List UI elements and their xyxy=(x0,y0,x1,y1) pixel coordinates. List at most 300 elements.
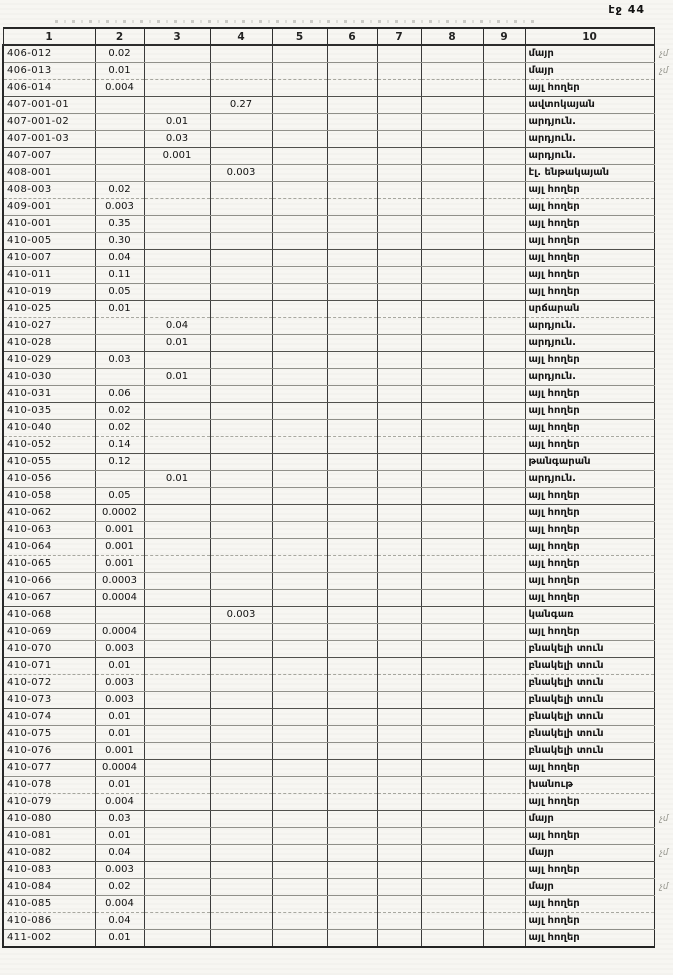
value-cell xyxy=(483,879,525,896)
table-row xyxy=(3,624,672,641)
value-cell xyxy=(377,590,421,607)
handwritten-margin-mark xyxy=(654,80,672,97)
land-use-cell: մայր xyxy=(525,811,654,828)
parcel-code-cell: 410-080 xyxy=(3,811,95,828)
value-cell xyxy=(483,539,525,556)
value-cell xyxy=(377,828,421,845)
value-cell xyxy=(421,845,483,862)
value-cell xyxy=(483,896,525,913)
value-cell xyxy=(377,726,421,743)
value-cell xyxy=(377,386,421,403)
value-cell xyxy=(377,760,421,777)
handwritten-margin-mark: չմ xyxy=(659,814,669,824)
handwritten-margin-mark xyxy=(654,165,672,182)
value-cell xyxy=(210,505,272,522)
value-cell: 0.04 xyxy=(144,318,210,335)
value-cell xyxy=(327,182,377,199)
value-cell xyxy=(421,794,483,811)
value-cell: 0.01 xyxy=(95,301,144,318)
value-cell xyxy=(327,97,377,114)
value-cell xyxy=(272,284,327,301)
value-cell: 0.003 xyxy=(95,641,144,658)
value-cell xyxy=(327,233,377,250)
value-cell xyxy=(210,709,272,726)
value-cell xyxy=(327,522,377,539)
value-cell xyxy=(327,284,377,301)
table-row xyxy=(3,335,672,352)
value-cell xyxy=(483,63,525,80)
value-cell xyxy=(483,794,525,811)
value-cell: 0.01 xyxy=(95,777,144,794)
land-use-cell: այլ հողեր xyxy=(525,488,654,505)
value-cell xyxy=(377,165,421,182)
value-cell xyxy=(272,573,327,590)
table-row xyxy=(3,794,672,811)
handwritten-margin-mark xyxy=(654,624,672,641)
handwritten-margin-mark xyxy=(654,505,672,522)
value-cell xyxy=(210,403,272,420)
value-cell xyxy=(144,505,210,522)
value-cell xyxy=(272,505,327,522)
handwritten-margin-mark xyxy=(654,471,672,488)
value-cell xyxy=(377,267,421,284)
land-use-cell: արդյուն. xyxy=(525,318,654,335)
handwritten-margin-mark xyxy=(654,488,672,505)
value-cell xyxy=(421,386,483,403)
land-use-cell: այլ հողեր xyxy=(525,539,654,556)
land-use-cell: այլ հողեր xyxy=(525,403,654,420)
parcel-code-cell: 410-056 xyxy=(3,471,95,488)
value-cell xyxy=(421,896,483,913)
value-cell: 0.001 xyxy=(144,148,210,165)
value-cell xyxy=(144,709,210,726)
value-cell xyxy=(377,573,421,590)
table-row xyxy=(3,301,672,318)
value-cell xyxy=(483,267,525,284)
value-cell xyxy=(377,743,421,760)
table-row xyxy=(3,675,672,692)
value-cell xyxy=(272,879,327,896)
value-cell xyxy=(327,335,377,352)
value-cell xyxy=(144,284,210,301)
value-cell xyxy=(421,454,483,471)
value-cell xyxy=(377,318,421,335)
table-row xyxy=(3,165,672,182)
value-cell xyxy=(421,318,483,335)
value-cell xyxy=(377,522,421,539)
parcel-code-cell: 410-069 xyxy=(3,624,95,641)
land-use-cell: այլ հողեր xyxy=(525,522,654,539)
value-cell xyxy=(210,760,272,777)
value-cell xyxy=(327,624,377,641)
value-cell xyxy=(483,403,525,420)
value-cell xyxy=(272,692,327,709)
value-cell xyxy=(327,45,377,63)
value-cell xyxy=(377,845,421,862)
value-cell xyxy=(377,794,421,811)
value-cell xyxy=(327,539,377,556)
handwritten-margin-mark xyxy=(654,913,672,930)
parcel-code-cell: 410-082 xyxy=(3,845,95,862)
column-header: 6 xyxy=(327,28,377,45)
value-cell xyxy=(421,709,483,726)
parcel-code-cell: 410-005 xyxy=(3,233,95,250)
value-cell: 0.02 xyxy=(95,45,144,63)
table-row xyxy=(3,658,672,675)
scan-noise-artifact xyxy=(55,20,535,23)
value-cell xyxy=(377,658,421,675)
value-cell xyxy=(144,522,210,539)
value-cell xyxy=(210,386,272,403)
land-use-cell: մայր xyxy=(525,879,654,896)
value-cell xyxy=(421,590,483,607)
parcel-code-cell: 410-075 xyxy=(3,726,95,743)
value-cell xyxy=(421,539,483,556)
value-cell xyxy=(421,760,483,777)
land-use-cell: բնակելի տուն xyxy=(525,726,654,743)
value-cell xyxy=(483,148,525,165)
value-cell xyxy=(327,216,377,233)
value-cell xyxy=(377,45,421,63)
table-row xyxy=(3,590,672,607)
table-row xyxy=(3,879,672,896)
value-cell xyxy=(272,760,327,777)
value-cell xyxy=(421,607,483,624)
value-cell xyxy=(144,913,210,930)
value-cell xyxy=(210,573,272,590)
handwritten-margin-mark xyxy=(654,692,672,709)
land-use-cell: բնակելի տուն xyxy=(525,641,654,658)
value-cell xyxy=(210,488,272,505)
value-cell: 0.004 xyxy=(95,896,144,913)
parcel-code-cell: 410-029 xyxy=(3,352,95,369)
value-cell xyxy=(377,250,421,267)
handwritten-margin-mark xyxy=(654,794,672,811)
column-header: 7 xyxy=(377,28,421,45)
table-row xyxy=(3,250,672,267)
parcel-code-cell: 410-031 xyxy=(3,386,95,403)
value-cell: 0.0003 xyxy=(95,573,144,590)
handwritten-margin-mark xyxy=(654,777,672,794)
value-cell xyxy=(210,896,272,913)
value-cell xyxy=(327,131,377,148)
value-cell xyxy=(327,641,377,658)
land-use-cell: այլ հողեր xyxy=(525,352,654,369)
table-row xyxy=(3,216,672,233)
value-cell xyxy=(421,114,483,131)
value-cell xyxy=(377,437,421,454)
handwritten-margin-mark xyxy=(654,352,672,369)
value-cell xyxy=(95,335,144,352)
value-cell: 0.01 xyxy=(95,930,144,948)
value-cell xyxy=(327,573,377,590)
value-cell xyxy=(210,828,272,845)
value-cell xyxy=(483,420,525,437)
parcel-code-cell: 410-081 xyxy=(3,828,95,845)
value-cell xyxy=(421,267,483,284)
value-cell: 0.01 xyxy=(144,114,210,131)
column-header: 10 xyxy=(525,28,654,45)
value-cell xyxy=(377,233,421,250)
value-cell: 0.004 xyxy=(95,80,144,97)
table-row xyxy=(3,386,672,403)
handwritten-margin-mark xyxy=(654,522,672,539)
value-cell: 0.0004 xyxy=(95,760,144,777)
land-use-cell: արդյուն. xyxy=(525,148,654,165)
value-cell xyxy=(210,63,272,80)
value-cell: 0.14 xyxy=(95,437,144,454)
value-cell xyxy=(421,556,483,573)
value-cell xyxy=(144,845,210,862)
handwritten-margin-mark xyxy=(654,182,672,199)
value-cell xyxy=(377,114,421,131)
value-cell xyxy=(327,862,377,879)
value-cell xyxy=(327,318,377,335)
value-cell xyxy=(272,930,327,948)
value-cell xyxy=(327,267,377,284)
value-cell xyxy=(272,590,327,607)
table-row xyxy=(3,131,672,148)
value-cell xyxy=(327,794,377,811)
value-cell xyxy=(272,454,327,471)
handwritten-margin-mark xyxy=(654,199,672,216)
handwritten-margin-mark xyxy=(654,148,672,165)
value-cell xyxy=(272,522,327,539)
value-cell xyxy=(210,80,272,97)
value-cell xyxy=(483,811,525,828)
value-cell: 0.01 xyxy=(95,658,144,675)
value-cell xyxy=(483,97,525,114)
value-cell xyxy=(483,80,525,97)
parcel-code-cell: 407-001-02 xyxy=(3,114,95,131)
margin-header-spacer xyxy=(654,28,672,45)
parcel-code-cell: 410-030 xyxy=(3,369,95,386)
value-cell xyxy=(272,267,327,284)
handwritten-margin-mark: չմ xyxy=(659,848,669,858)
value-cell: 0.01 xyxy=(144,471,210,488)
parcel-code-cell: 410-072 xyxy=(3,675,95,692)
value-cell xyxy=(272,301,327,318)
handwritten-margin-mark xyxy=(654,896,672,913)
land-use-cell: այլ հողեր xyxy=(525,862,654,879)
land-use-cell: այլ հողեր xyxy=(525,794,654,811)
value-cell xyxy=(377,709,421,726)
table-row xyxy=(3,437,672,454)
parcel-code-cell: 410-068 xyxy=(3,607,95,624)
handwritten-margin-mark xyxy=(654,114,672,131)
handwritten-margin-mark xyxy=(654,709,672,726)
value-cell xyxy=(272,658,327,675)
value-cell xyxy=(210,522,272,539)
value-cell xyxy=(210,148,272,165)
value-cell xyxy=(327,658,377,675)
value-cell xyxy=(272,63,327,80)
value-cell xyxy=(327,114,377,131)
parcel-code-cell: 411-002 xyxy=(3,930,95,948)
value-cell xyxy=(421,573,483,590)
value-cell: 0.01 xyxy=(95,63,144,80)
value-cell xyxy=(272,794,327,811)
table-row xyxy=(3,692,672,709)
parcel-code-cell: 410-052 xyxy=(3,437,95,454)
handwritten-margin-mark xyxy=(654,607,672,624)
handwritten-margin-mark xyxy=(654,233,672,250)
parcel-code-cell: 410-035 xyxy=(3,403,95,420)
value-cell xyxy=(272,556,327,573)
value-cell xyxy=(327,896,377,913)
value-cell xyxy=(272,148,327,165)
value-cell xyxy=(421,505,483,522)
land-use-cell: թանգարան xyxy=(525,454,654,471)
handwritten-margin-mark xyxy=(654,828,672,845)
land-use-cell: ավտոկայան xyxy=(525,97,654,114)
value-cell xyxy=(483,658,525,675)
value-cell xyxy=(327,63,377,80)
parcel-code-cell: 410-084 xyxy=(3,879,95,896)
value-cell xyxy=(421,726,483,743)
value-cell xyxy=(272,182,327,199)
parcel-code-cell: 410-074 xyxy=(3,709,95,726)
value-cell xyxy=(421,369,483,386)
column-header: 4 xyxy=(210,28,272,45)
value-cell: 0.02 xyxy=(95,403,144,420)
value-cell xyxy=(272,318,327,335)
value-cell: 0.02 xyxy=(95,420,144,437)
value-cell xyxy=(377,335,421,352)
value-cell xyxy=(421,63,483,80)
value-cell xyxy=(483,114,525,131)
value-cell xyxy=(210,318,272,335)
parcel-code-cell: 406-012 xyxy=(3,45,95,63)
table-row xyxy=(3,539,672,556)
value-cell xyxy=(327,403,377,420)
column-header: 5 xyxy=(272,28,327,45)
parcel-code-cell: 407-001-01 xyxy=(3,97,95,114)
value-cell xyxy=(421,284,483,301)
value-cell xyxy=(144,726,210,743)
value-cell xyxy=(144,216,210,233)
value-cell xyxy=(421,45,483,63)
value-cell xyxy=(210,879,272,896)
value-cell: 0.03 xyxy=(95,811,144,828)
value-cell xyxy=(272,80,327,97)
value-cell xyxy=(95,114,144,131)
value-cell xyxy=(144,437,210,454)
value-cell xyxy=(95,165,144,182)
table-header-row xyxy=(3,28,672,45)
value-cell xyxy=(144,658,210,675)
table-row xyxy=(3,369,672,386)
value-cell xyxy=(272,607,327,624)
value-cell xyxy=(421,97,483,114)
value-cell xyxy=(483,437,525,454)
value-cell xyxy=(421,743,483,760)
land-use-cell: բնակելի տուն xyxy=(525,692,654,709)
value-cell xyxy=(327,913,377,930)
value-cell xyxy=(210,658,272,675)
value-cell xyxy=(483,131,525,148)
value-cell xyxy=(210,369,272,386)
value-cell xyxy=(210,845,272,862)
land-use-cell: արդյուն. xyxy=(525,114,654,131)
value-cell xyxy=(272,675,327,692)
table-row xyxy=(3,913,672,930)
land-use-cell: արդյուն. xyxy=(525,131,654,148)
value-cell: 0.02 xyxy=(95,182,144,199)
value-cell xyxy=(210,471,272,488)
value-cell xyxy=(421,675,483,692)
value-cell xyxy=(144,45,210,63)
value-cell: 0.02 xyxy=(95,879,144,896)
value-cell xyxy=(272,471,327,488)
value-cell xyxy=(327,80,377,97)
parcel-code-cell: 410-025 xyxy=(3,301,95,318)
value-cell xyxy=(144,301,210,318)
value-cell xyxy=(210,743,272,760)
value-cell: 0.27 xyxy=(210,97,272,114)
handwritten-margin-mark xyxy=(654,386,672,403)
handwritten-margin-mark xyxy=(654,539,672,556)
value-cell xyxy=(272,913,327,930)
value-cell: 0.001 xyxy=(95,743,144,760)
value-cell xyxy=(327,148,377,165)
value-cell: 0.003 xyxy=(210,165,272,182)
land-parcel-table xyxy=(2,27,673,948)
table-row xyxy=(3,97,672,114)
value-cell: 0.06 xyxy=(95,386,144,403)
table-row xyxy=(3,743,672,760)
table-row xyxy=(3,726,672,743)
value-cell xyxy=(483,284,525,301)
value-cell xyxy=(327,828,377,845)
value-cell: 0.0004 xyxy=(95,590,144,607)
value-cell xyxy=(144,165,210,182)
value-cell xyxy=(327,726,377,743)
land-use-cell: խանութ xyxy=(525,777,654,794)
table-row xyxy=(3,45,672,63)
handwritten-margin-mark xyxy=(654,301,672,318)
page-number-label: էջ 44 xyxy=(608,3,645,16)
value-cell xyxy=(210,114,272,131)
value-cell: 0.04 xyxy=(95,913,144,930)
value-cell xyxy=(327,845,377,862)
value-cell: 0.01 xyxy=(144,335,210,352)
parcel-code-cell: 410-070 xyxy=(3,641,95,658)
handwritten-margin-mark: չմ xyxy=(659,882,669,892)
parcel-code-cell: 410-001 xyxy=(3,216,95,233)
value-cell xyxy=(483,607,525,624)
value-cell xyxy=(483,709,525,726)
table-row xyxy=(3,403,672,420)
value-cell xyxy=(144,182,210,199)
value-cell xyxy=(210,913,272,930)
value-cell xyxy=(272,352,327,369)
value-cell xyxy=(210,454,272,471)
value-cell xyxy=(483,216,525,233)
handwritten-margin-mark xyxy=(654,454,672,471)
handwritten-margin-mark xyxy=(654,250,672,267)
value-cell xyxy=(483,777,525,794)
value-cell xyxy=(327,692,377,709)
value-cell xyxy=(144,930,210,948)
value-cell xyxy=(377,879,421,896)
value-cell xyxy=(421,250,483,267)
value-cell xyxy=(210,250,272,267)
value-cell xyxy=(483,233,525,250)
land-use-cell: բնակելի տուն xyxy=(525,658,654,675)
value-cell xyxy=(483,45,525,63)
land-use-cell: այլ հողեր xyxy=(525,505,654,522)
